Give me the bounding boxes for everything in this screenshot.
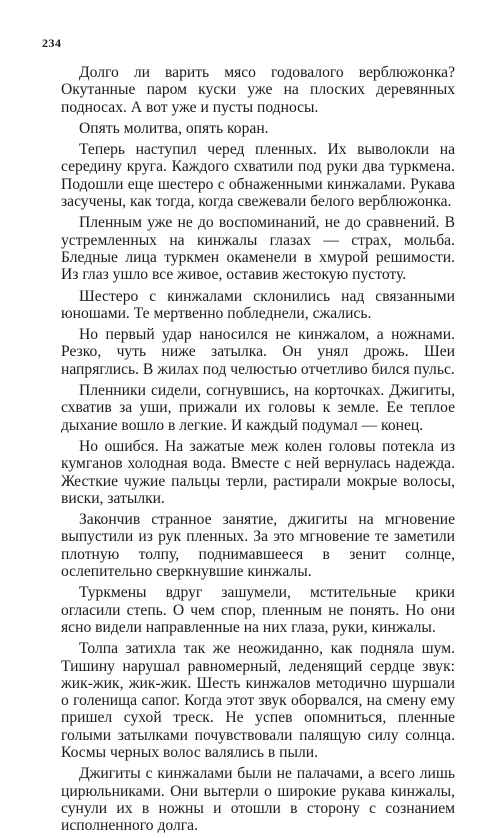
paragraph: Джигиты с кинжалами были не палачами, а всего лишь цирюльниками. Они вытерли о широкие рукава кинжалы, сунули их в ножны и отошли в сторону с сознанием исполненного долга. — [61, 765, 455, 835]
body-text — [61, 64, 455, 838]
paragraph: Опять молитва, опять коран. — [79, 119, 269, 137]
paragraph: Долго ли варить мясо годовалого верблюжонка? Окутанные паром куски уже на плоских деревянных подносах. А вот уже и пусты подносы. — [61, 64, 455, 116]
paragraph: Закончив странное занятие, джигиты на мгновение выпустили из рук пленных. За это мгновение те заметили плотную толпу, поднимавшееся в зенит солнце, ослепительно сверкнувшие кинжалы. — [61, 511, 455, 581]
paragraph: Туркмены вдруг зашумели, мстительные крики огласили степь. О чем спор, пленным не понять. Но они ясно видели направленные на них глаза, руки, кинжалы. — [61, 584, 455, 636]
paragraph: Шестеро с кинжалами склонились над связанными юношами. Те мертвенно побледнели, сжались. — [61, 287, 455, 322]
paragraph: Но первый удар наносился не кинжалом, а ножнами. Резко, чуть ниже затылка. Он унял дрожь. Шеи напряглись. В жилах под челюстью отчетливо бился пульс. — [61, 326, 455, 378]
page-number: 234 — [42, 36, 62, 50]
paragraph: Теперь наступил черед пленных. Их выволокли на середину круга. Каждого схватили под руки два туркмена. Подошли еще шестеро с обнаженными кинжалами. Рукава засучены, как тогда, когда свежевали белого верблюжонка. — [61, 141, 455, 211]
paragraph: Пленники сидели, согнувшись, на корточках. Джигиты, схватив за уши, прижали их головы к земле. Ее теплое дыхание вошло в легкие. И каждый подумал — конец. — [61, 382, 455, 434]
paragraph: Пленным уже не до воспоминаний, не до сравнений. В устремленных на кинжалы глазах — страх, мольба. Бледные лица туркмен окаменели в хмурой решимости. Из глаз ушло все живое, оставив жестокую пустоту. — [61, 214, 455, 284]
paragraph: Толпа затихла так же неожиданно, как подняла шум. Тишину нарушал равномерный, леденящий сердце звук: жик-жик, жик-жик. Шесть кинжалов методично шуршали о голенища сапог. Когда этот звук оборвался, на смену ему пришел сухой треск. Не успев опомниться, пленные голыми затылками почувствовали палящую силу солнца. Космы черных волос валялись в пыли. — [61, 640, 455, 761]
paragraph: Но ошибся. На зажатые меж колен головы потекла из кумганов холодная вода. Вместе с ней вернулась надежда. Жесткие чужие пальцы терли, растирали мокрые волосы, виски, затылки. — [61, 437, 455, 507]
